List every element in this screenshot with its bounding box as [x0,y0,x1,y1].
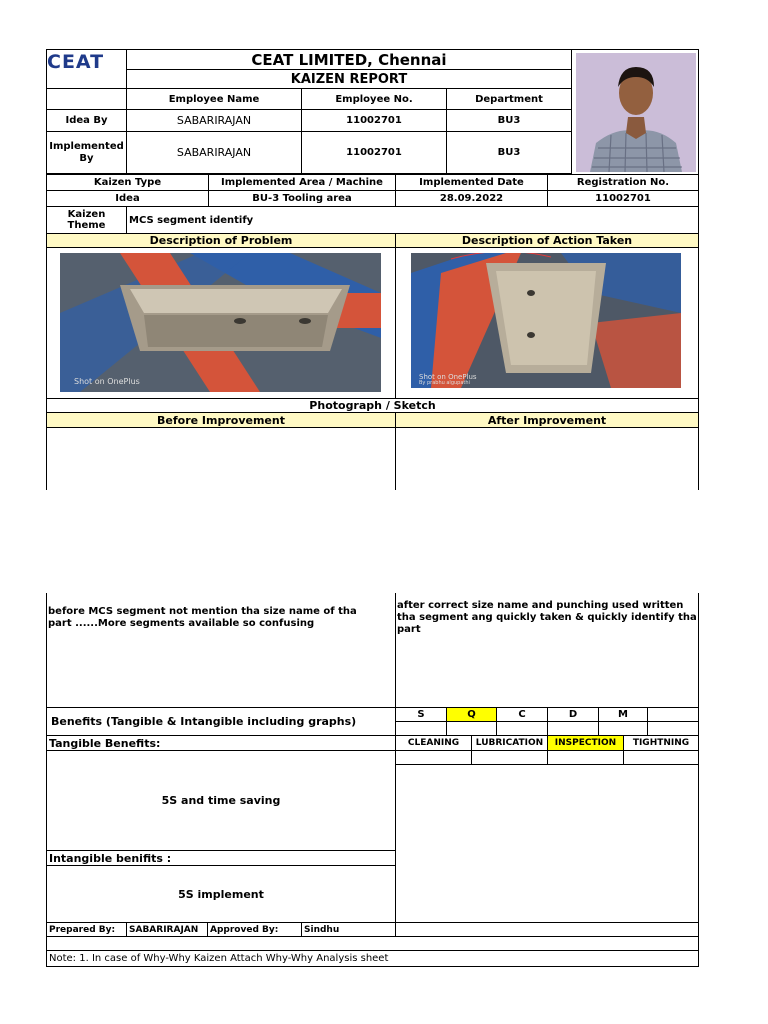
before-header: Before Improvement [46,412,396,428]
tangible-benefit: 5S and time saving [46,750,396,851]
sqcdm-blank [647,707,699,722]
sqcdm-d: D [547,707,599,722]
before-description: before MCS segment not mention tha size name of tha part ......More segments available so confusing [48,606,357,629]
benefits-title: Benefits (Tangible & Intangible including graphs) [46,707,396,736]
approved-by: Sindhu [301,922,396,937]
check-inspection: INSPECTION [547,735,624,751]
kaizen-theme: MCS segment identify [126,206,699,234]
action-photo-watermark-sub: By prabhu algupathi [419,380,470,386]
idea-by-dept: BU3 [446,109,572,132]
company-title: CEAT LIMITED, Chennai [126,49,572,70]
impl-by-label: Implemented By [46,131,127,174]
reg-no: 11002701 [547,190,699,207]
action-photo-watermark: Shot on OnePlus [419,373,477,381]
sqcdm-c: C [496,707,548,722]
employee-photo [576,53,696,172]
graph-area [395,764,699,923]
impl-area: BU-3 Tooling area [208,190,396,207]
ceat-logo: CEAT [47,51,105,73]
sqcdm-mark-m [598,721,648,736]
sqcdm-mark-q [446,721,497,736]
idea-by-label: Idea By [46,109,127,132]
check-mark-lubrication [471,750,548,765]
footer-blank [395,922,699,937]
footer-blank-row [46,936,699,951]
col-employee-name: Employee Name [126,88,302,110]
sqcdm-mark-c [496,721,548,736]
impl-by-name: SABARIRAJAN [126,131,302,174]
action-photo [411,253,681,388]
impl-date-label: Implemented Date [395,174,548,191]
check-mark-inspection [547,750,624,765]
impl-date: 28.09.2022 [395,190,548,207]
idea-by-no: 11002701 [301,109,447,132]
after-header: After Improvement [395,412,699,428]
sqcdm-mark-s [395,721,447,736]
impl-by-dept: BU3 [446,131,572,174]
kaizen-type: Idea [46,190,209,207]
check-lubrication: LUBRICATION [471,735,548,751]
check-cleaning: CLEANING [395,735,472,751]
report-title: KAIZEN REPORT [126,69,572,89]
sqcdm-mark-d [547,721,599,736]
approved-label: Approved By: [207,922,302,937]
reg-no-label: Registration No. [547,174,699,191]
after-open-area [395,427,699,490]
photo-sketch-header: Photograph / Sketch [46,398,699,413]
problem-header: Description of Problem [46,233,396,248]
impl-by-no: 11002701 [301,131,447,174]
prepared-by: SABARIRAJAN [126,922,208,937]
after-description: after correct size name and punching used written tha segment ang quickly taken & quickly identify tha part [397,600,697,635]
footer-note: Note: 1. In case of Why-Why Kaizen Attach Why-Why Analysis sheet [46,950,699,967]
check-tightning: TIGHTNING [623,735,699,751]
before-open-area [46,427,396,490]
impl-area-label: Implemented Area / Machine [208,174,396,191]
sqcdm-mark-blank [647,721,699,736]
check-mark-cleaning [395,750,472,765]
blank-corner [46,88,127,110]
tangible-label: Tangible Benefits: [46,735,396,751]
kaizen-theme-label: Kaizen Theme [46,206,127,234]
sqcdm-q: Q [446,707,497,722]
intangible-label: Intangible benifits : [46,850,396,866]
logo-cell [46,49,127,89]
sqcdm-m: M [598,707,648,722]
problem-photo [60,253,381,392]
prepared-label: Prepared By: [46,922,127,937]
col-employee-no: Employee No. [301,88,447,110]
action-header: Description of Action Taken [395,233,699,248]
check-mark-tightning [623,750,699,765]
intangible-benefit: 5S implement [46,865,396,923]
idea-by-name: SABARIRAJAN [126,109,302,132]
problem-photo-watermark: Shot on OnePlus [74,377,140,386]
col-department: Department [446,88,572,110]
kaizen-type-label: Kaizen Type [46,174,209,191]
sqcdm-s: S [395,707,447,722]
